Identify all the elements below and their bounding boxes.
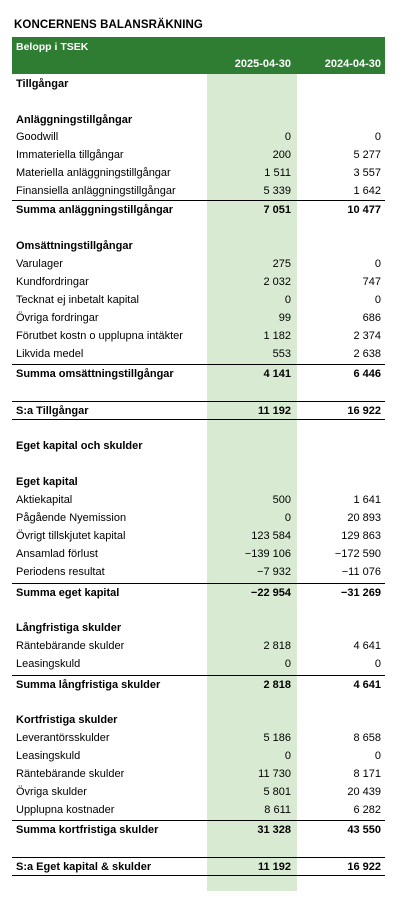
value-2025: 2 818 xyxy=(263,679,291,691)
row-label: Leasingskuld xyxy=(16,658,81,670)
value-2024: 129 863 xyxy=(341,530,381,542)
value-2024: 16 922 xyxy=(347,405,381,417)
section-heading xyxy=(12,619,385,637)
total-row xyxy=(12,200,385,219)
row-label: Övriga fordringar xyxy=(16,312,99,324)
row-label: Räntebärande skulder xyxy=(16,768,125,780)
table-row xyxy=(12,273,385,291)
value-2024: 8 171 xyxy=(353,768,381,780)
row-label: Eget kapital och skulder xyxy=(16,440,143,452)
total-row xyxy=(12,857,385,876)
value-2025: 123 584 xyxy=(251,530,291,542)
row-label: Summa eget kapital xyxy=(16,587,120,599)
section-heading xyxy=(12,237,385,255)
total-row xyxy=(12,583,385,602)
value-2025: 0 xyxy=(284,512,291,524)
value-2024: 686 xyxy=(362,312,381,324)
row-label: Summa långfristiga skulder xyxy=(16,679,161,691)
value-2024: 2 638 xyxy=(353,348,381,360)
value-2024: 20 893 xyxy=(347,512,381,524)
value-2024: 747 xyxy=(362,276,381,288)
section-heading xyxy=(12,75,385,93)
row-label: S:a Eget kapital & skulder xyxy=(16,861,152,873)
row-label: Goodwill xyxy=(16,131,59,143)
row-label: Materiella anläggningstillgångar xyxy=(16,167,171,179)
value-2024: 1 642 xyxy=(353,185,381,197)
value-2025: 553 xyxy=(272,348,291,360)
value-2024: 1 641 xyxy=(353,494,381,506)
table-row xyxy=(12,747,385,765)
value-2025: 11 192 xyxy=(257,405,291,417)
report-title: KONCERNENS BALANSRÄKNING xyxy=(14,19,203,31)
value-2024: 6 446 xyxy=(353,368,381,380)
value-2025: 275 xyxy=(272,258,291,270)
row-label: Periodens resultat xyxy=(16,566,105,578)
table-row xyxy=(12,655,385,673)
value-2024: 10 477 xyxy=(347,204,381,216)
total-row xyxy=(12,401,385,420)
value-2024: 0 xyxy=(374,258,381,270)
value-2025: −139 106 xyxy=(244,548,291,560)
section-heading xyxy=(12,111,385,129)
column-header-2025: 2025-04-30 xyxy=(234,58,291,70)
row-label: Leasingskuld xyxy=(16,750,81,762)
value-2025: 11 192 xyxy=(257,861,291,873)
table-row xyxy=(12,345,385,363)
table-row xyxy=(12,765,385,783)
row-label: Upplupna kostnader xyxy=(16,804,115,816)
row-label: Eget kapital xyxy=(16,476,78,488)
value-2025: 2 032 xyxy=(263,276,291,288)
row-label: Övriga skulder xyxy=(16,786,87,798)
value-2024: 3 557 xyxy=(353,167,381,179)
value-2025: 0 xyxy=(284,750,291,762)
value-2025: 11 730 xyxy=(258,768,291,780)
value-2025: 1 511 xyxy=(264,167,291,179)
row-label: Tecknat ej inbetalt kapital xyxy=(16,294,139,306)
row-label: Omsättningstillgångar xyxy=(16,240,133,252)
section-heading xyxy=(12,711,385,729)
row-label: Räntebärande skulder xyxy=(16,640,125,652)
table-row xyxy=(12,491,385,509)
row-label: Anläggningstillgångar xyxy=(16,114,133,126)
value-2025: 8 611 xyxy=(264,804,291,816)
value-2024: 4 641 xyxy=(353,640,381,652)
table-row xyxy=(12,527,385,545)
value-2025: −22 954 xyxy=(250,587,291,599)
value-2025: 500 xyxy=(272,494,291,506)
value-2024: 4 641 xyxy=(353,679,381,691)
value-2025: 200 xyxy=(272,149,291,161)
table-row xyxy=(12,309,385,327)
row-label: Tillgångar xyxy=(16,78,69,90)
value-2024: 0 xyxy=(374,131,381,143)
value-2025: 0 xyxy=(284,131,291,143)
value-2024: −31 269 xyxy=(340,587,381,599)
value-2025: 0 xyxy=(284,658,291,670)
value-2024: 0 xyxy=(374,658,381,670)
currency-label: Belopp i TSEK xyxy=(16,41,89,53)
table-row xyxy=(12,545,385,563)
total-row xyxy=(12,820,385,839)
row-label: Långfristiga skulder xyxy=(16,622,122,634)
value-2025: 0 xyxy=(284,294,291,306)
row-label: Summa omsättningstillgångar xyxy=(16,368,174,380)
value-2025: −7 932 xyxy=(257,566,291,578)
table-row xyxy=(12,128,385,146)
value-2025: 5 186 xyxy=(263,732,291,744)
value-2025: 1 182 xyxy=(263,330,291,342)
row-label: S:a Tillgångar xyxy=(16,405,89,417)
row-label: Summa kortfristiga skulder xyxy=(16,824,159,836)
row-label: Förutbet kostn o upplupna intäkter xyxy=(16,330,183,342)
table-row xyxy=(12,729,385,747)
value-2025: 5 339 xyxy=(263,185,291,197)
table-row xyxy=(12,291,385,309)
value-2025: 99 xyxy=(278,312,291,324)
value-2025: 5 801 xyxy=(263,786,291,798)
value-2024: 6 282 xyxy=(353,804,381,816)
value-2024: 43 550 xyxy=(347,824,381,836)
table-row xyxy=(12,563,385,581)
row-label: Leverantörsskulder xyxy=(16,732,110,744)
table-header xyxy=(12,37,385,74)
table-row xyxy=(12,637,385,655)
row-label: Ansamlad förlust xyxy=(16,548,98,560)
section-heading xyxy=(12,437,385,455)
value-2025: 2 818 xyxy=(263,640,291,652)
row-label: Varulager xyxy=(16,258,63,270)
section-heading xyxy=(12,473,385,491)
value-2025: 7 051 xyxy=(263,204,291,216)
table-row xyxy=(12,255,385,273)
value-2024: −172 590 xyxy=(334,548,381,560)
table-row xyxy=(12,327,385,345)
row-label: Aktiekapital xyxy=(16,494,73,506)
total-row xyxy=(12,675,385,694)
table-row xyxy=(12,164,385,182)
row-label: Kortfristiga skulder xyxy=(16,714,118,726)
value-2024: 0 xyxy=(374,294,381,306)
row-label: Immateriella tillgångar xyxy=(16,149,124,161)
value-2024: 20 439 xyxy=(347,786,381,798)
value-2024: 16 922 xyxy=(347,861,381,873)
value-2024: 2 374 xyxy=(353,330,381,342)
table-row xyxy=(12,182,385,200)
value-2024: −11 076 xyxy=(341,566,381,578)
table-row xyxy=(12,801,385,819)
table-row xyxy=(12,509,385,527)
row-label: Övrigt tillskjutet kapital xyxy=(16,530,126,542)
column-header-2024: 2024-04-30 xyxy=(324,58,381,70)
value-2025: 4 141 xyxy=(263,368,291,380)
value-2024: 8 658 xyxy=(353,732,381,744)
row-label: Pågående Nyemission xyxy=(16,512,127,524)
row-label: Summa anläggningstillgångar xyxy=(16,204,174,216)
row-label: Finansiella anläggningstillgångar xyxy=(16,185,176,197)
table-row xyxy=(12,146,385,164)
value-2024: 0 xyxy=(374,750,381,762)
table-row xyxy=(12,783,385,801)
row-label: Kundfordringar xyxy=(16,276,89,288)
row-label: Likvida medel xyxy=(16,348,84,360)
value-2025: 31 328 xyxy=(257,824,291,836)
value-2024: 5 277 xyxy=(353,149,381,161)
total-row xyxy=(12,364,385,383)
